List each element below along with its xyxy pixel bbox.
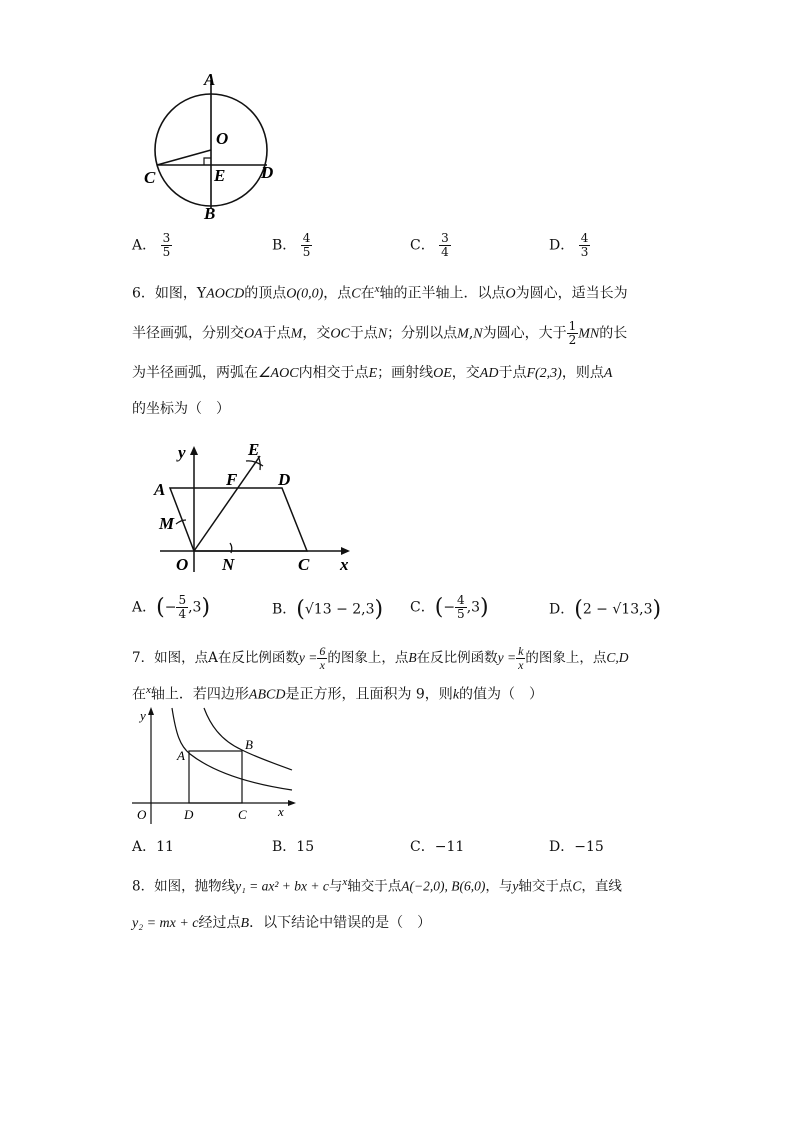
q6-l2-l: N bbox=[473, 326, 483, 342]
q7-l1-frac2-num: k bbox=[518, 644, 524, 658]
q7-label-x: x bbox=[278, 804, 284, 819]
q7-l2-a: 在 bbox=[132, 686, 146, 703]
q6-option-b-lparen: ( bbox=[296, 597, 305, 622]
q7-l1-fraction-1 bbox=[317, 645, 327, 672]
q6-l2-b: OA bbox=[244, 326, 263, 342]
q7-option-c[interactable] bbox=[410, 836, 464, 856]
q6-x-arrow bbox=[341, 547, 350, 555]
q5-label-C: C bbox=[144, 168, 156, 187]
q6-l2-i: ；分别以点 bbox=[387, 325, 458, 342]
q6-l3-a: 为半径画弧，两弧在 bbox=[132, 365, 258, 381]
q8-l1-h: y bbox=[512, 878, 519, 894]
q6-l2-fraction bbox=[567, 320, 579, 347]
q8-l2-d: ．以下结论中错误的是（ ） bbox=[249, 915, 432, 931]
q7-l1-d: B bbox=[408, 650, 417, 665]
q6-option-c-letter: C． bbox=[410, 599, 435, 616]
q6-line-3 bbox=[132, 363, 612, 384]
q6-l2-m: 为圆心，大于 bbox=[482, 325, 567, 342]
q8-l1-e: 轴交于点 bbox=[347, 878, 402, 895]
q6-l2-g: 于点 bbox=[349, 325, 378, 342]
q7-label-D: D bbox=[184, 807, 194, 822]
q6-label-A: A bbox=[154, 480, 166, 499]
q5-option-d-den: 3 bbox=[580, 245, 589, 259]
q5-right-angle-mark bbox=[204, 158, 211, 165]
q5-option-d[interactable] bbox=[549, 232, 590, 259]
q5-label-D: D bbox=[261, 163, 274, 182]
q5-option-a[interactable] bbox=[132, 232, 172, 259]
q6-option-a-num: 5 bbox=[178, 593, 187, 607]
q6-option-a-neg: − bbox=[164, 599, 177, 616]
q5-label-B: B bbox=[204, 204, 216, 223]
q6-parallelogram-figure bbox=[150, 436, 360, 578]
q6-option-a-den: 4 bbox=[178, 607, 187, 621]
q6-l3-c: 内相交于点 bbox=[298, 365, 369, 381]
q6-l2-e: ，交 bbox=[302, 325, 331, 342]
q7-option-b-letter: B． bbox=[272, 839, 297, 855]
q6-l1-g: 在 bbox=[360, 285, 375, 302]
q6-l3-f: OE bbox=[433, 366, 452, 381]
q6-l3-b: ∠AOC bbox=[258, 366, 299, 381]
q7-l2-e: 是正方形，且面积为 9，则 bbox=[285, 686, 453, 703]
q5-option-b-letter: B． bbox=[272, 237, 297, 254]
q6-l2-n: MN bbox=[578, 326, 600, 342]
q7-option-c-value: −11 bbox=[434, 839, 465, 855]
q6-line-4 bbox=[132, 399, 230, 419]
q7-option-a-letter: A． bbox=[132, 839, 157, 855]
q6-label-F: F bbox=[226, 470, 238, 489]
q6-l2-a: 半径画弧，分别交 bbox=[132, 325, 244, 342]
q6-l2-frac-num: 1 bbox=[568, 319, 577, 333]
q6-option-b[interactable] bbox=[272, 597, 383, 622]
q7-hyperbola-figure bbox=[128, 704, 300, 828]
q6-l2-d: M bbox=[290, 326, 303, 342]
q7-option-b-value: 15 bbox=[296, 839, 315, 855]
q6-l1-e: ，点 bbox=[323, 285, 352, 302]
q8-l1-d: x bbox=[342, 876, 348, 888]
q7-option-a-value: 11 bbox=[156, 839, 174, 855]
q5-option-c-letter: C． bbox=[410, 237, 435, 254]
q6-l3-j: F(2,3) bbox=[526, 366, 562, 381]
q7-l2-f: k bbox=[452, 687, 460, 703]
q7-label-O: O bbox=[137, 807, 147, 822]
q6-parallelogram-AOCD bbox=[170, 488, 307, 551]
q8-l1-f: A(−2,0), B(6,0) bbox=[401, 878, 486, 894]
q7-label-C: C bbox=[238, 807, 247, 822]
q6-option-c-rparen: ) bbox=[480, 595, 489, 620]
q6-option-a-tail: ,3 bbox=[188, 599, 202, 616]
q5-option-c-num: 3 bbox=[441, 231, 449, 245]
q7-l1-fraction-2 bbox=[516, 645, 525, 672]
q6-l3-e: ；画射线 bbox=[377, 365, 434, 381]
q6-option-d-expr-a: 2 − bbox=[582, 601, 613, 618]
q7-l1-f: y = bbox=[497, 650, 517, 665]
q6-l3-d: E bbox=[368, 366, 378, 381]
q5-option-a-fraction bbox=[161, 232, 173, 259]
q6-option-d-expr-b: √13 bbox=[612, 601, 640, 618]
q5-option-d-fraction bbox=[579, 232, 591, 259]
q6-l1-c: 的顶点 bbox=[244, 285, 287, 302]
q6-line-1 bbox=[132, 279, 628, 305]
q6-l2-k: , bbox=[468, 325, 474, 342]
q7-option-d[interactable] bbox=[549, 836, 604, 856]
q8-l1-b: y₁ = ax² + bx + c bbox=[235, 878, 329, 894]
q6-l1-a: 6．如图， bbox=[132, 285, 197, 302]
q8-l1-i: 轴交于点 bbox=[518, 878, 573, 895]
q7-curve-y-6-over-x bbox=[172, 708, 292, 790]
q6-label-C: C bbox=[298, 555, 310, 574]
q7-x-arrow bbox=[288, 800, 296, 806]
q6-option-a[interactable] bbox=[132, 594, 210, 621]
q6-option-b-expr-b: − 2,3 bbox=[331, 601, 375, 618]
q8-l1-a: 8．如图，抛物线 bbox=[132, 878, 236, 895]
q5-option-c-den: 4 bbox=[441, 245, 449, 259]
q7-line-1 bbox=[132, 645, 629, 672]
q6-label-x: x bbox=[340, 555, 349, 574]
q6-option-c-neg: − bbox=[443, 599, 456, 616]
q7-option-d-value: −15 bbox=[574, 839, 604, 855]
q6-option-d-expr-c: ,3 bbox=[639, 601, 653, 618]
q7-l1-frac1-num: 6 bbox=[319, 644, 326, 658]
q7-l1-c: 的图象上，点 bbox=[327, 650, 409, 666]
q6-l3-h: AD bbox=[479, 366, 499, 381]
q6-l1-h: x bbox=[374, 283, 380, 295]
q6-l3-k: ，则点 bbox=[561, 365, 604, 381]
q6-option-c-den: 5 bbox=[457, 607, 465, 621]
q7-line-2 bbox=[132, 680, 543, 706]
q8-l1-g: ，与 bbox=[485, 878, 513, 895]
q8-l1-c: 与 bbox=[328, 878, 343, 895]
q6-l3-i: 于点 bbox=[498, 365, 527, 381]
q8-line-1 bbox=[132, 872, 622, 897]
q8-l1-j: C bbox=[572, 878, 582, 894]
q7-l2-c: 轴上．若四边形 bbox=[150, 686, 249, 703]
q6-option-d-lparen: ( bbox=[574, 597, 583, 622]
q5-option-d-letter: D． bbox=[549, 237, 575, 254]
q6-l2-frac-den: 2 bbox=[568, 333, 577, 347]
q8-l2-c: B bbox=[240, 916, 250, 931]
q6-option-c-num: 4 bbox=[457, 593, 465, 607]
q7-option-b[interactable] bbox=[272, 836, 314, 856]
q7-label-y: y bbox=[140, 708, 146, 723]
q5-option-a-num: 3 bbox=[162, 231, 171, 245]
q7-l1-h: C,D bbox=[606, 650, 629, 665]
q6-l2-f: OC bbox=[330, 326, 350, 342]
q7-l2-b: x bbox=[146, 684, 151, 696]
q5-option-b[interactable] bbox=[272, 232, 312, 259]
q8-l2-a: y₂ = mx + c bbox=[132, 916, 199, 931]
q5-option-b-num: 4 bbox=[302, 231, 311, 245]
q5-label-E: E bbox=[214, 166, 226, 185]
q7-l1-frac2-den: x bbox=[518, 658, 524, 672]
q5-option-a-letter: A． bbox=[132, 237, 157, 254]
q6-option-b-expr-a: √13 bbox=[304, 601, 332, 618]
q5-label-O: O bbox=[216, 129, 229, 148]
q5-option-a-den: 5 bbox=[162, 245, 171, 259]
q6-label-M: M bbox=[159, 514, 175, 533]
q7-l1-b: y = bbox=[298, 650, 318, 665]
q5-option-d-num: 4 bbox=[580, 231, 589, 245]
q6-l4: 的坐标为（ ） bbox=[132, 401, 230, 417]
q7-option-c-letter: C． bbox=[410, 839, 435, 855]
q8-l1-k: ，直线 bbox=[581, 878, 622, 895]
q6-label-O: O bbox=[176, 555, 189, 574]
q7-l1-e: 在反比例函数 bbox=[416, 650, 498, 666]
q6-option-d[interactable] bbox=[549, 597, 661, 622]
q6-option-b-letter: B． bbox=[272, 601, 297, 618]
q5-option-b-fraction bbox=[301, 232, 313, 259]
q6-option-c-lparen: ( bbox=[434, 595, 444, 620]
q6-arc-M bbox=[176, 520, 186, 524]
q7-l2-g: 的值为（ ） bbox=[459, 686, 544, 703]
q6-option-c-fraction bbox=[455, 594, 467, 621]
q6-l1-i: 轴的正半轴上．以点 bbox=[379, 285, 506, 302]
q6-option-c-tail: ,3 bbox=[466, 599, 481, 616]
q8-l2-b: 经过点 bbox=[198, 915, 241, 931]
q6-l2-j: M bbox=[457, 326, 469, 342]
q6-l2-c: 于点 bbox=[262, 325, 291, 342]
q5-circle-figure bbox=[140, 68, 290, 226]
q6-option-a-fraction bbox=[176, 594, 188, 621]
q6-l3-g: ，交 bbox=[451, 365, 480, 381]
q7-l1-a: 7．如图，点A在反比例函数 bbox=[132, 650, 299, 666]
q6-l1-d: O(0,0) bbox=[286, 286, 324, 302]
q6-label-E: E bbox=[248, 440, 260, 459]
q7-option-d-letter: D． bbox=[549, 839, 575, 855]
q6-y-arrow bbox=[190, 446, 198, 455]
q6-l1-b: AOCD bbox=[206, 286, 245, 302]
q6-l1-j: O bbox=[505, 286, 516, 302]
q5-option-b-den: 5 bbox=[302, 245, 311, 259]
q5-segment-OC bbox=[157, 150, 211, 165]
q5-option-c[interactable] bbox=[410, 232, 451, 259]
q7-l1-frac1-den: x bbox=[319, 658, 325, 672]
q6-parallelogram-symbol: Y bbox=[196, 285, 207, 302]
q7-option-a[interactable] bbox=[132, 836, 174, 856]
q6-line-2 bbox=[132, 320, 627, 347]
q6-option-d-letter: D． bbox=[549, 601, 575, 618]
q7-y-arrow bbox=[148, 707, 154, 715]
q6-l1-f: C bbox=[351, 286, 361, 302]
q5-label-A: A bbox=[204, 70, 216, 89]
q6-option-d-rparen: ) bbox=[652, 597, 662, 622]
q6-label-N: N bbox=[222, 555, 235, 574]
q6-option-b-rparen: ) bbox=[374, 597, 384, 622]
q5-option-c-fraction bbox=[439, 232, 451, 259]
q7-label-B: B bbox=[245, 737, 253, 752]
q7-l2-d: ABCD bbox=[248, 687, 286, 703]
q6-l2-h: N bbox=[377, 326, 388, 342]
q6-l3-l: A bbox=[603, 366, 613, 381]
q6-label-D: D bbox=[278, 470, 291, 489]
q7-label-A: A bbox=[177, 748, 185, 763]
q6-option-c[interactable] bbox=[410, 594, 489, 621]
q6-option-a-letter: A． bbox=[132, 599, 157, 616]
q8-line-2 bbox=[132, 913, 431, 934]
q7-l1-g: 的图象上，点 bbox=[525, 650, 607, 666]
q6-label-y: y bbox=[178, 443, 186, 462]
q6-l1-k: 为圆心，适当长为 bbox=[515, 285, 628, 302]
q6-option-a-rparen: ) bbox=[201, 595, 211, 620]
q6-option-a-lparen: ( bbox=[156, 595, 165, 620]
q6-l2-o: 的长 bbox=[599, 325, 628, 342]
